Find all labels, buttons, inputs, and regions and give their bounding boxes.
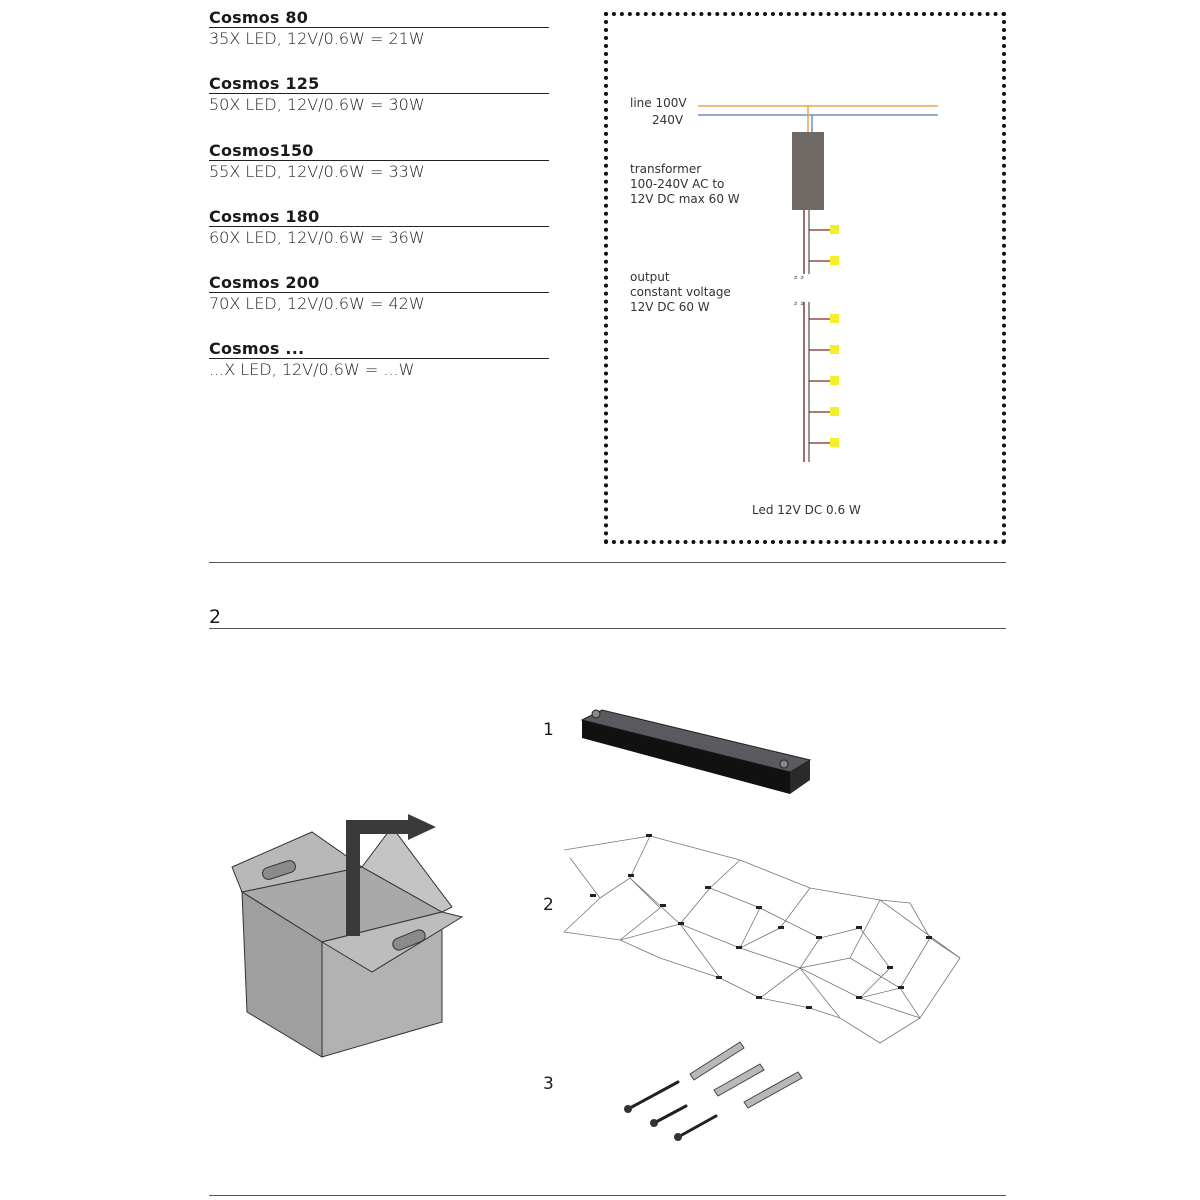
led-icon	[830, 345, 839, 354]
canopy-illustration	[578, 700, 814, 800]
model-spec: 50X LED, 12V/0.6W = 30W	[209, 95, 425, 115]
divider	[209, 562, 1006, 563]
divider	[209, 1195, 1006, 1196]
open-box-illustration	[222, 812, 472, 1062]
model-name: Cosmos 200	[209, 273, 549, 293]
model-name: Cosmos 80	[209, 8, 549, 28]
wiring-diagram	[604, 12, 1006, 544]
led-icon	[830, 407, 839, 416]
model-name: Cosmos150	[209, 141, 549, 161]
model-item	[209, 8, 549, 74]
led-icon	[830, 314, 839, 323]
model-spec: ...X LED, 12V/0.6W = ...W	[209, 360, 415, 380]
line-label-240: 240V	[652, 113, 684, 127]
model-item	[209, 207, 549, 273]
model-spec: 60X LED, 12V/0.6W = 36W	[209, 227, 425, 247]
model-list	[209, 8, 549, 406]
output-label: output constant voltage 12V DC 60 W	[630, 270, 731, 314]
led-icon	[830, 438, 839, 447]
part-number-3: 3	[543, 1074, 554, 1094]
transformer-label: transformer 100-240V AC to 12V DC max 60 W	[630, 162, 740, 206]
transformer-box	[792, 132, 824, 210]
divider	[209, 628, 1006, 629]
line-label: line 100V	[630, 96, 687, 110]
model-item	[209, 74, 549, 140]
model-item	[209, 141, 549, 207]
part-number-1: 1	[543, 720, 554, 740]
led-icon	[830, 256, 839, 265]
led-icon	[830, 376, 839, 385]
section-number: 2	[209, 606, 222, 628]
model-item	[209, 273, 549, 339]
svg-text:⸗ ⸗: ⸗ ⸗	[794, 298, 804, 309]
screws-illustration	[618, 1030, 818, 1150]
model-name: Cosmos 125	[209, 74, 549, 94]
arrow-icon	[346, 824, 360, 936]
led-taps	[809, 225, 839, 447]
model-item	[209, 339, 549, 405]
svg-text:⸗ ⸗: ⸗ ⸗	[794, 272, 804, 283]
model-name: Cosmos ...	[209, 339, 549, 359]
model-spec: 55X LED, 12V/0.6W = 33W	[209, 161, 425, 181]
net-illustration	[560, 828, 965, 1050]
led-label: Led 12V DC 0.6 W	[752, 503, 861, 517]
model-spec: 70X LED, 12V/0.6W = 42W	[209, 294, 425, 314]
led-icon	[830, 225, 839, 234]
part-number-2: 2	[543, 895, 554, 915]
model-name: Cosmos 180	[209, 207, 549, 227]
model-spec: 35X LED, 12V/0.6W = 21W	[209, 29, 425, 48]
